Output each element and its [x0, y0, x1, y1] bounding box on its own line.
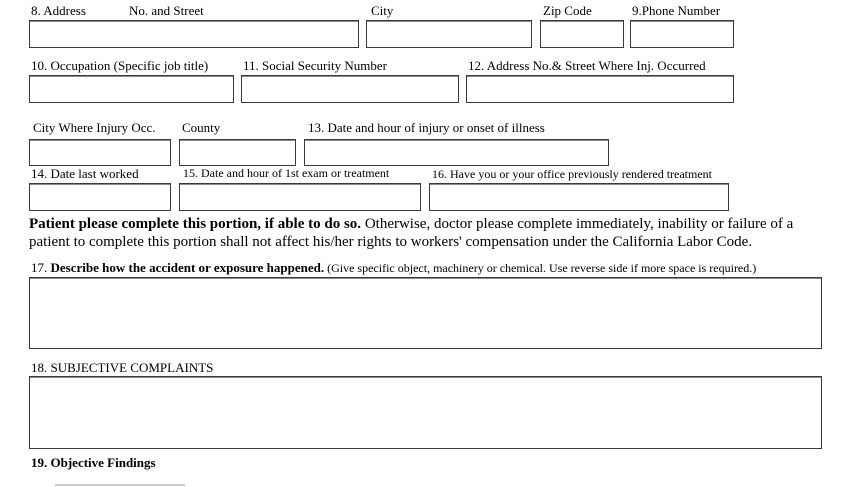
- instructions-bold: Patient please complete this portion, if able to do so.: [29, 216, 362, 232]
- injury-date-field[interactable]: [304, 139, 609, 166]
- phone-number-label: 9.Phone Number: [632, 3, 721, 18]
- street-label: No. and Street: [129, 3, 204, 18]
- prev-treatment-field[interactable]: [429, 183, 729, 211]
- instructions-text: Otherwise, doctor please complete immediately, inability or failure of a patient to complete this portion shall not affect his/her rights to workers' compensation under the California Labor Code.: [29, 216, 794, 250]
- prev-treatment-label: 16. Have you or your office previously rendered treatment: [432, 167, 713, 181]
- injury-address-label: 12. Address No.& Street Where Inj. Occurred: [468, 58, 706, 73]
- first-exam-field[interactable]: [179, 183, 421, 211]
- occupation-field[interactable]: [29, 75, 234, 103]
- injury-city-label: City Where Injury Occ.: [33, 120, 156, 135]
- q18-label: 18. SUBJECTIVE COMPLAINTS: [31, 360, 214, 375]
- cutoff-text-line: [55, 481, 185, 487]
- patient-instructions: [29, 215, 829, 251]
- accident-description-field[interactable]: [29, 277, 822, 349]
- ssn-field[interactable]: [241, 75, 459, 103]
- ssn-label: 11. Social Security Number: [243, 58, 387, 73]
- zip-code-label: Zip Code: [543, 3, 592, 18]
- subjective-complaints-field[interactable]: [29, 376, 822, 449]
- q19-label: 19. Objective Findings: [31, 455, 156, 470]
- injury-city-field[interactable]: [29, 139, 171, 166]
- q17-title: Describe how the accident or exposure happened.: [50, 260, 325, 275]
- q17-number: 17.: [31, 260, 51, 275]
- occupation-label: 10. Occupation (Specific job title): [31, 58, 209, 73]
- q17-note: (Give specific object, machinery or chemical. Use reverse side if more space is required.): [324, 261, 757, 275]
- city-field[interactable]: [366, 20, 532, 48]
- first-exam-label: 15. Date and hour of 1st exam or treatment: [183, 166, 390, 180]
- injury-address-field[interactable]: [466, 75, 734, 103]
- last-worked-label: 14. Date last worked: [31, 166, 139, 181]
- address-street-field[interactable]: [29, 20, 359, 48]
- county-field[interactable]: [179, 139, 296, 166]
- phone-number-field[interactable]: [630, 20, 734, 48]
- zip-code-field[interactable]: [540, 20, 624, 48]
- address-label: 8. Address: [31, 3, 86, 18]
- last-worked-field[interactable]: [29, 183, 171, 211]
- injury-date-label: 13. Date and hour of injury or onset of illness: [308, 120, 545, 135]
- city-label: City: [371, 3, 394, 18]
- q17-label: [31, 260, 756, 276]
- county-label: County: [182, 120, 221, 135]
